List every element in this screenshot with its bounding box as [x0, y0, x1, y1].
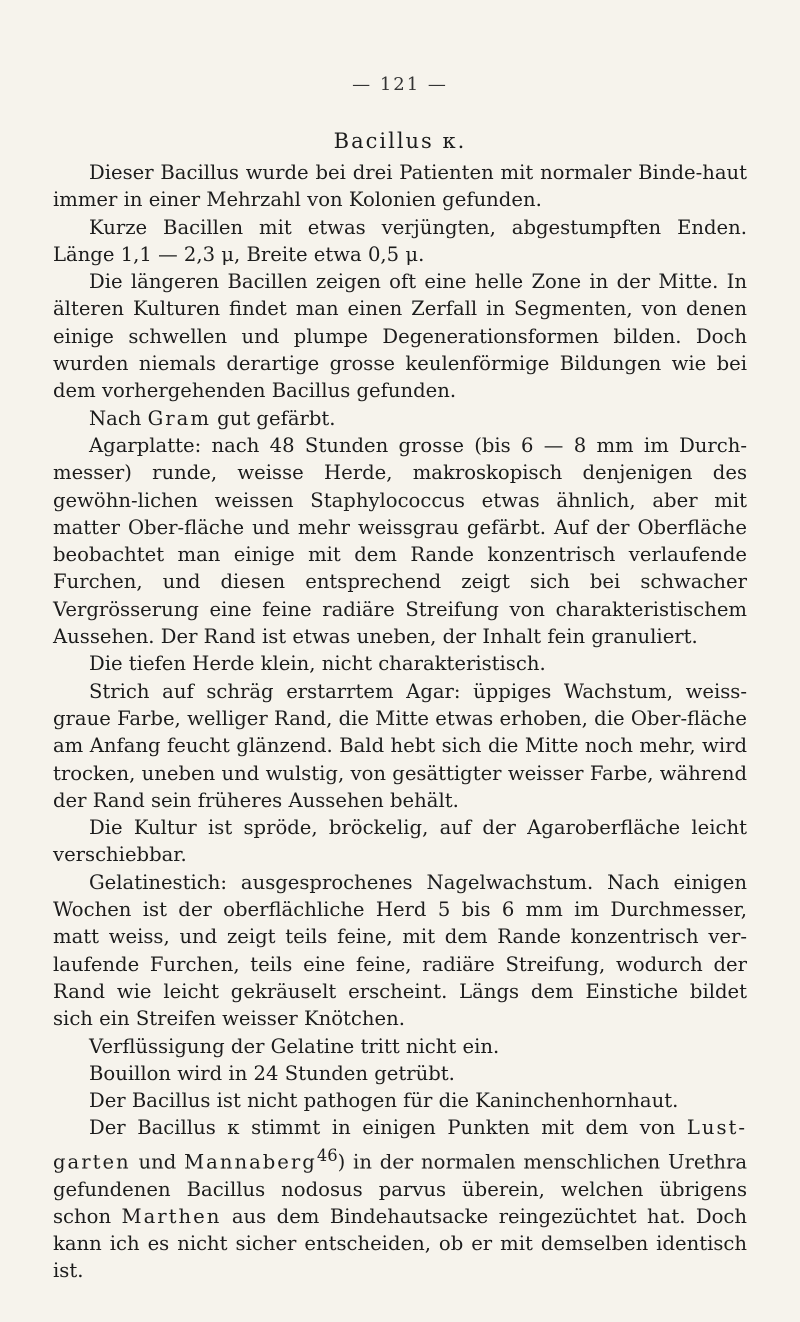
- paragraph-text: gut gefärbt.: [210, 406, 336, 430]
- paragraph: [53, 405, 747, 432]
- paragraph: Gelatinestich: ausgesprochenes Nagelwachstum. Nach einigen Wochen ist der oberflächliche Herd 5 bis 6 mm im Durchmesser, matt weiss, und zeigt teils feine, mit dem Rande konzentrisch ver-laufende Furchen, teils eine feine, radiäre Streifung, wodurch der Rand wie leicht gekräuselt erscheint. Längs dem Einstiche bildet sich ein Streifen weisser Knötchen.: [53, 870, 747, 1031]
- author-name: Gram: [147, 406, 211, 430]
- paragraph: Agarplatte: nach 48 Stunden grosse (bis 6 — 8 mm im Durch-messer) runde, weisse Herde, makroskopisch denjenigen des gewöhn-lichen weissen Staphylococcus etwas ähnlich, aber mit matter Ober-fläche und mehr weissgrau gefärbt. Auf der Oberfläche beobachtet man einige mit dem Rande konzentrisch verlaufende Furchen, und diesen entsprechend zeigt sich bei schwacher Vergrösserung eine feine radiäre Streifung von charakteristischem Aussehen. Der Rand ist etwas uneben, der Inhalt fein granuliert.: [53, 433, 747, 649]
- paragraph: Kurze Bacillen mit etwas verjüngten, abgestumpften Enden. Länge 1,1 — 2,3 μ, Breite etwa 0,5 μ.: [53, 215, 747, 266]
- paragraph: [53, 1114, 747, 1284]
- page-number: — 121 —: [352, 74, 448, 95]
- paragraph: Dieser Bacillus wurde bei drei Patienten mit normaler Binde-haut immer in einer Mehrzahl von Kolonien gefunden.: [53, 161, 747, 212]
- paragraph: Verflüssigung der Gelatine tritt nicht ein.: [89, 1034, 500, 1058]
- author-name: Marthen: [121, 1204, 222, 1228]
- paragraph-text: und: [130, 1150, 185, 1174]
- paragraph: Die tiefen Herde klein, nicht charakteristisch.: [89, 652, 546, 676]
- paragraph-text: Nach: [89, 406, 148, 430]
- author-name: Mannaberg: [184, 1150, 317, 1174]
- paragraph: Der Bacillus ist nicht pathogen für die Kaninchenhornhaut.: [89, 1089, 679, 1113]
- paragraph: Bouillon wird in 24 Stunden getrübt.: [89, 1061, 455, 1085]
- paragraph-text: Der Bacillus κ stimmt in einigen Punkten mit dem von: [89, 1116, 687, 1140]
- body-text: [53, 159, 747, 1285]
- author-name: Lust-garten: [53, 1116, 747, 1174]
- paragraph: Die längeren Bacillen zeigen oft eine helle Zone in der Mitte. In älteren Kulturen findet man einen Zerfall in Segmenten, von denen einige schwellen und plumpe Degenerationsformen bilden. Doch wurden niemals derartige grosse keulenförmige Bildungen wie bei dem vorhergehenden Bacillus gefunden.: [53, 270, 747, 403]
- footnote-reference: 46: [316, 1145, 338, 1165]
- section-title: Bacillus κ.: [333, 129, 467, 153]
- paragraph-text: ) in der normalen menschlichen Urethra gefundenen Bacillus nodosus parvus überein, welchen übrigens schon: [53, 1150, 747, 1228]
- paragraph: Strich auf schräg erstarrtem Agar: üppiges Wachstum, weiss-graue Farbe, welliger Rand, die Mitte etwas erhoben, die Ober-fläche am Anfang feucht glänzend. Bald hebt sich die Mitte noch mehr, wird trocken, uneben und wulstig, von gesättigter weisser Farbe, während der Rand sein früheres Aussehen behält.: [53, 679, 747, 812]
- paragraph: Die Kultur ist spröde, bröckelig, auf der Agaroberfläche leicht verschiebbar.: [53, 816, 747, 867]
- paragraph-text: aus dem Bindehautsacke reingezüchtet hat. Doch kann ich es nicht sicher entscheiden, ob er mit demselben identisch ist.: [53, 1204, 747, 1283]
